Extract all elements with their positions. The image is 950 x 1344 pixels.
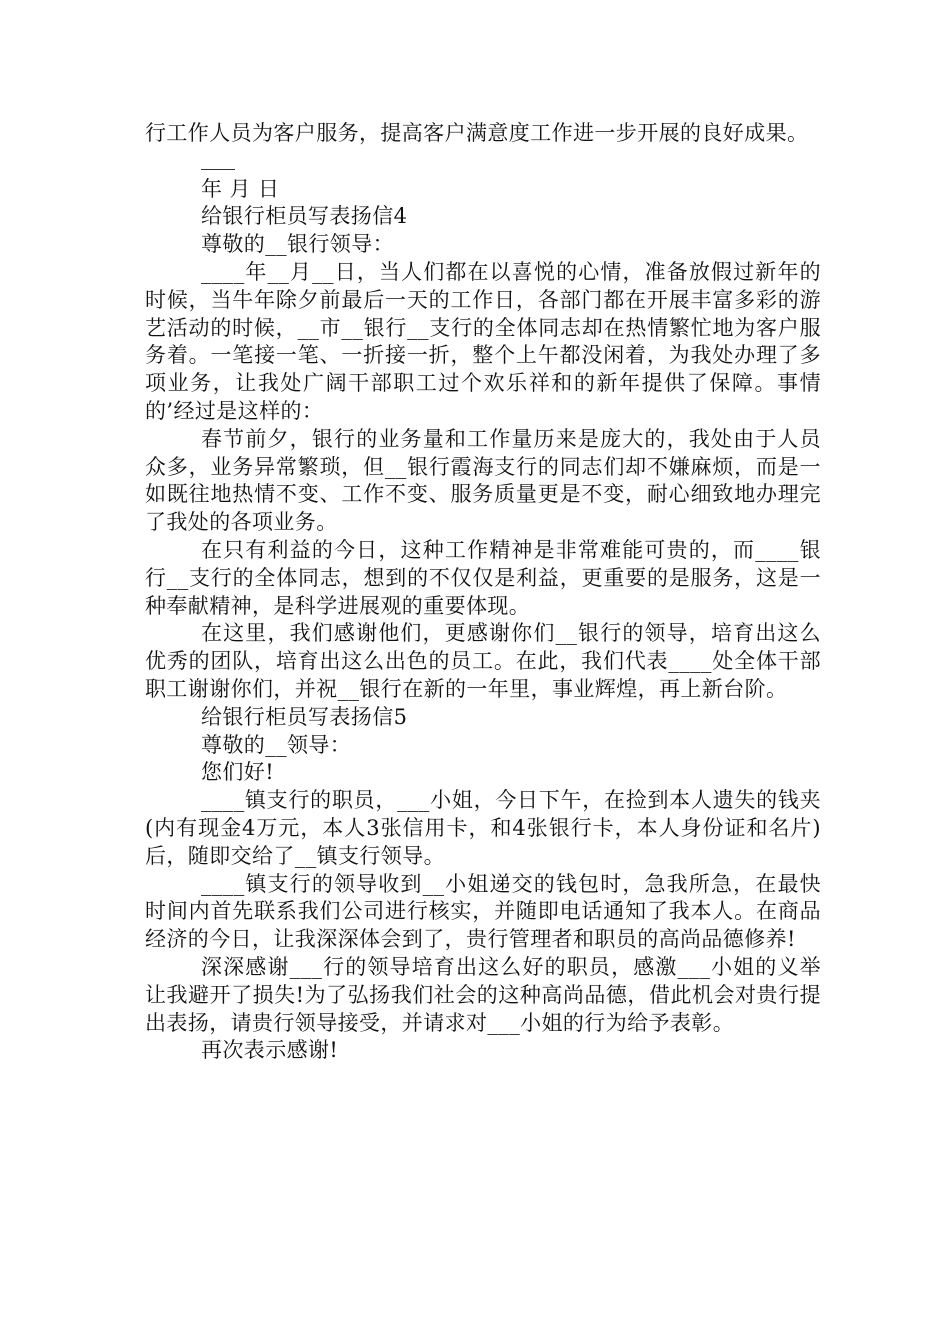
letter-5-greeting: 您们好! [201,760,275,785]
letter-4-paragraph: 春节前夕，银行的业务量和工作量历来是庞大的，我处由于人员众多，业务异常繁琐，但__银行霞海支行的同志们却不嫌麻烦，而是一如既往地热情不变、工作不变、服务质量更是不变，耐心细致地办理完了我处的各项业务。 [145,426,821,535]
letter-4-paragraph: 在这里，我们感谢他们，更感谢你们__银行的领导，培育出这么优秀的团队，培育出这么出色的员工。在此，我们代表____处全体干部职工谢谢你们，并祝__银行在新的一年里，事业辉煌，再上新台阶。 [145,621,821,701]
letter-5-paragraph: ____镇支行的领导收到__小姐递交的钱包时，急我所急，在最快时间内首先联系我们公司进行核实，并随即电话通知了我本人。在商品经济的今日，让我深深体会到了，贵行管理者和职员的高尚品德修养! [145,871,821,952]
letter-4-salutation: 尊敬的__银行领导： [201,232,394,257]
letter-5-closing: 再次表示感谢! [201,1038,339,1063]
letter-4-heading: 给银行柜员写表扬信4 [201,204,408,229]
letter-4-paragraph: 在只有利益的今日，这种工作精神是非常难能可贵的，而____银行__支行的全体同志，想到的不仅仅是利益，更重要的是服务，这是一种奉献精神，是科学进展观的重要体现。 [145,537,821,618]
date-line: 年 月 日 [201,176,280,201]
letter-5-heading: 给银行柜员写表扬信5 [201,704,408,729]
letter-5-paragraph: ____镇支行的职员，___小姐，今日下午，在捡到本人遗失的钱夹(内有现金4万元，本人3张信用卡，和4张银行卡，本人身份证和名片)后，随即交给了__镇支行领导。 [145,788,821,868]
letter-5-salutation: 尊敬的__领导： [201,732,352,757]
document-body [145,120,821,1065]
signature-blank-line [201,148,237,176]
paragraph-closing-continuation: 行工作人员为客户服务，提高客户满意度工作进一步开展的良好成果。 [145,121,809,145]
letter-5-paragraph: 深深感谢___行的领导培育出这么好的职员，感激___小姐的义举让我避开了损失!为了弘扬我们社会的这种高尚品德，借此机会对贵行提出表扬，请贵行领导接受，并请求对___小姐的行为给予表彰。 [145,954,821,1035]
letter-4-paragraph: ____年__月__日，当人们都在以喜悦的心情，准备放假过新年的时候，当牛年除夕前最后一天的工作日，各部门都在开展丰富多彩的游艺活动的时候，__市__银行__支行的全体同志却在热情繁忙地为客户服务着。一笔接一笔、一折接一折，整个上午都没闲着，为我处办理了多项业务，让我处广阔干部职工过个欢乐祥和的新年提供了保障。事情的’经过是这样的： [145,259,821,423]
